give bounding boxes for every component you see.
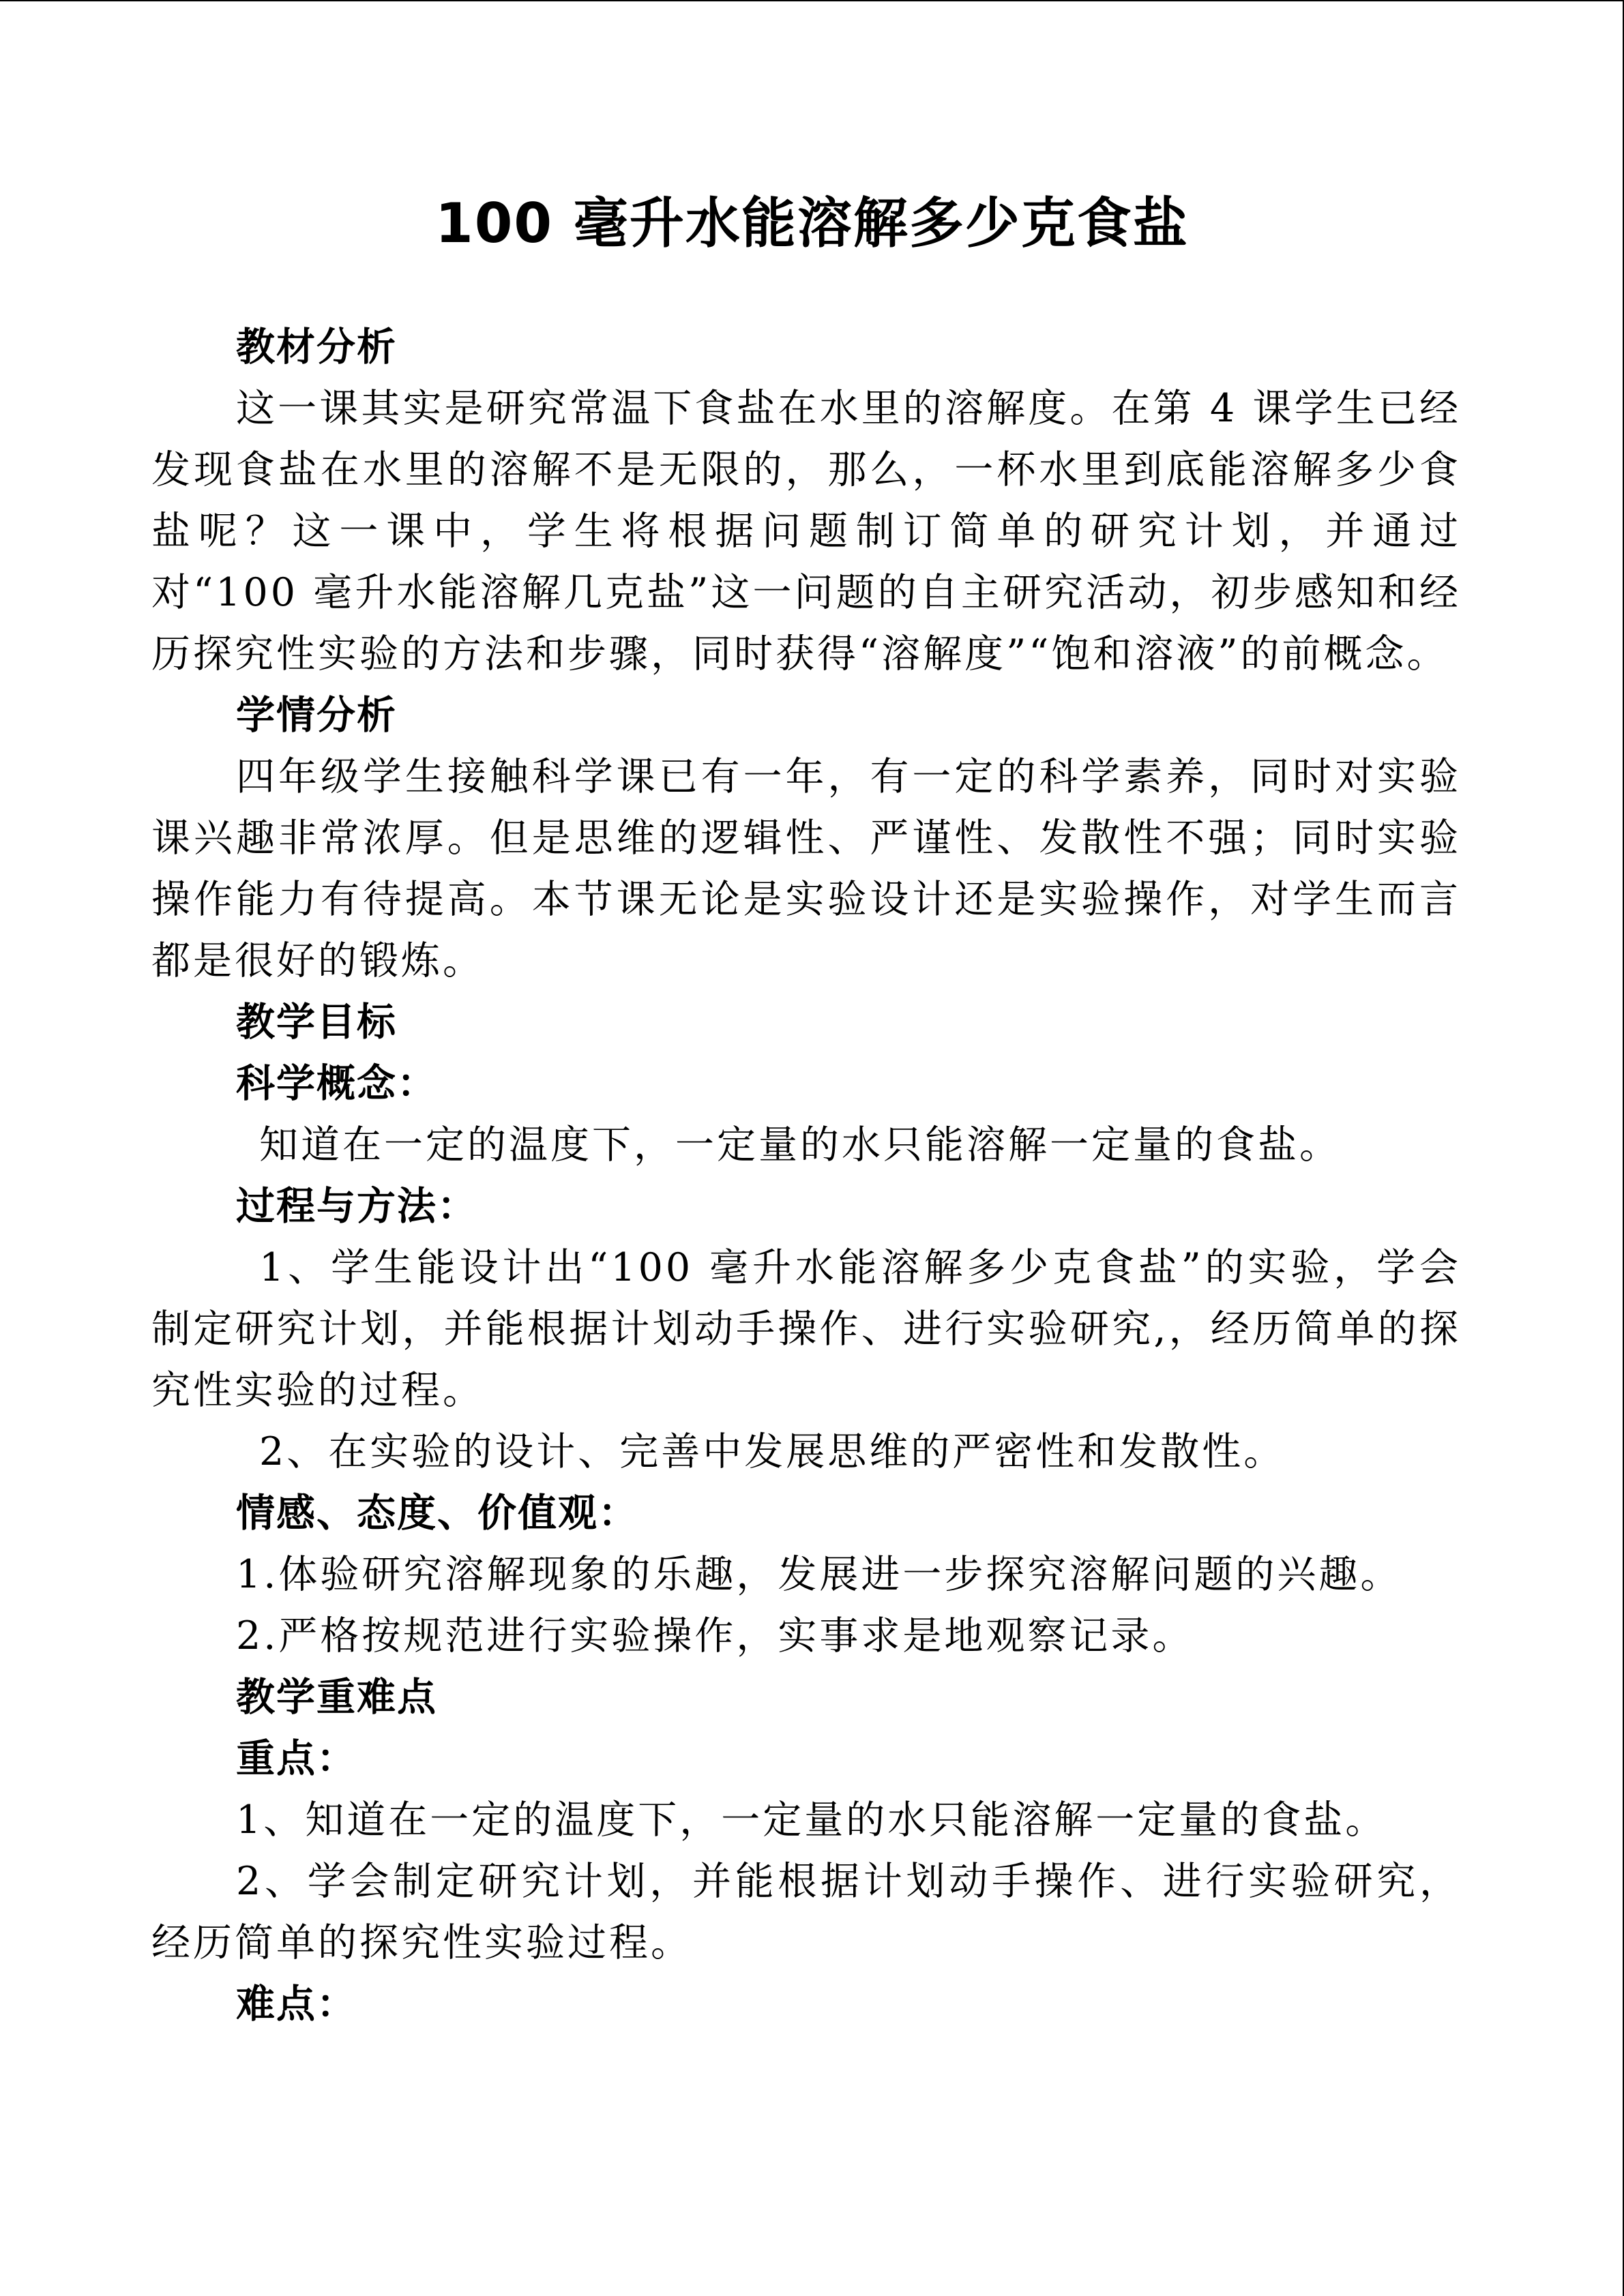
key-points-item-1: 1、知道在一定的温度下，一定量的水只能溶解一定量的食盐。 xyxy=(236,1798,1387,1843)
key-points-item-2: 2、学会制定研究计划，并能根据计划动手操作、进行实验研究，经历简单的探究性实验过程。 xyxy=(151,1859,1461,1965)
document-title: 100 毫升水能溶解多少克食盐 xyxy=(435,192,1189,255)
attitude-values-item-2: 2.严格按规范进行实验操作，实事求是地观察记录。 xyxy=(236,1613,1194,1658)
science-concept-text: 知道在一定的温度下，一定量的水只能溶解一定量的食盐。 xyxy=(259,1122,1341,1167)
attitude-values-label: 情感、态度、价值观： xyxy=(236,1491,638,1536)
science-concept-label: 科学概念： xyxy=(236,1061,437,1106)
section-heading-textbook-analysis: 教材分析 xyxy=(236,325,397,370)
textbook-analysis-paragraph: 这一课其实是研究常温下食盐在水里的溶解度。在第 4 课学生已经发现食盐在水里的溶解不是无限的，那么，一杯水里到底能溶解多少食盐呢？这一课中，学生将根据问题制订简单的研究计划，并通过对“100 毫升水能溶解几克盐”这一问题的自主研究活动，初步感知和经历探究性实验的方法和步骤，同时获得“溶解度”“饱和溶液”的前概念。 xyxy=(151,386,1461,676)
section-heading-key-difficult-points: 教学重难点 xyxy=(236,1675,437,1720)
process-method-label: 过程与方法： xyxy=(236,1184,477,1229)
document-body xyxy=(151,316,1461,2035)
key-points-label: 重点： xyxy=(236,1736,357,1781)
section-heading-teaching-goals: 教学目标 xyxy=(236,1000,397,1045)
attitude-values-item-1: 1.体验研究溶解现象的乐趣，发展进一步探究溶解问题的兴趣。 xyxy=(236,1552,1402,1597)
section-heading-learner-analysis: 学情分析 xyxy=(236,693,397,738)
process-method-item-2: 2、在实验的设计、完善中发展思维的严密性和发散性。 xyxy=(259,1429,1286,1474)
process-method-item-1: 1、学生能设计出“100 毫升水能溶解多少克食盐”的实验，学会制定研究计划，并能根据计划动手操作、进行实验研究,，经历简单的探究性实验的过程。 xyxy=(151,1245,1461,1413)
difficult-points-label: 难点： xyxy=(236,1982,357,2027)
learner-analysis-paragraph: 四年级学生接触科学课已有一年，有一定的科学素养，同时对实验课兴趣非常浓厚。但是思维的逻辑性、严谨性、发散性不强；同时实验操作能力有待提高。本节课无论是实验设计还是实验操作，对学生而言都是很好的锻炼。 xyxy=(151,754,1461,983)
